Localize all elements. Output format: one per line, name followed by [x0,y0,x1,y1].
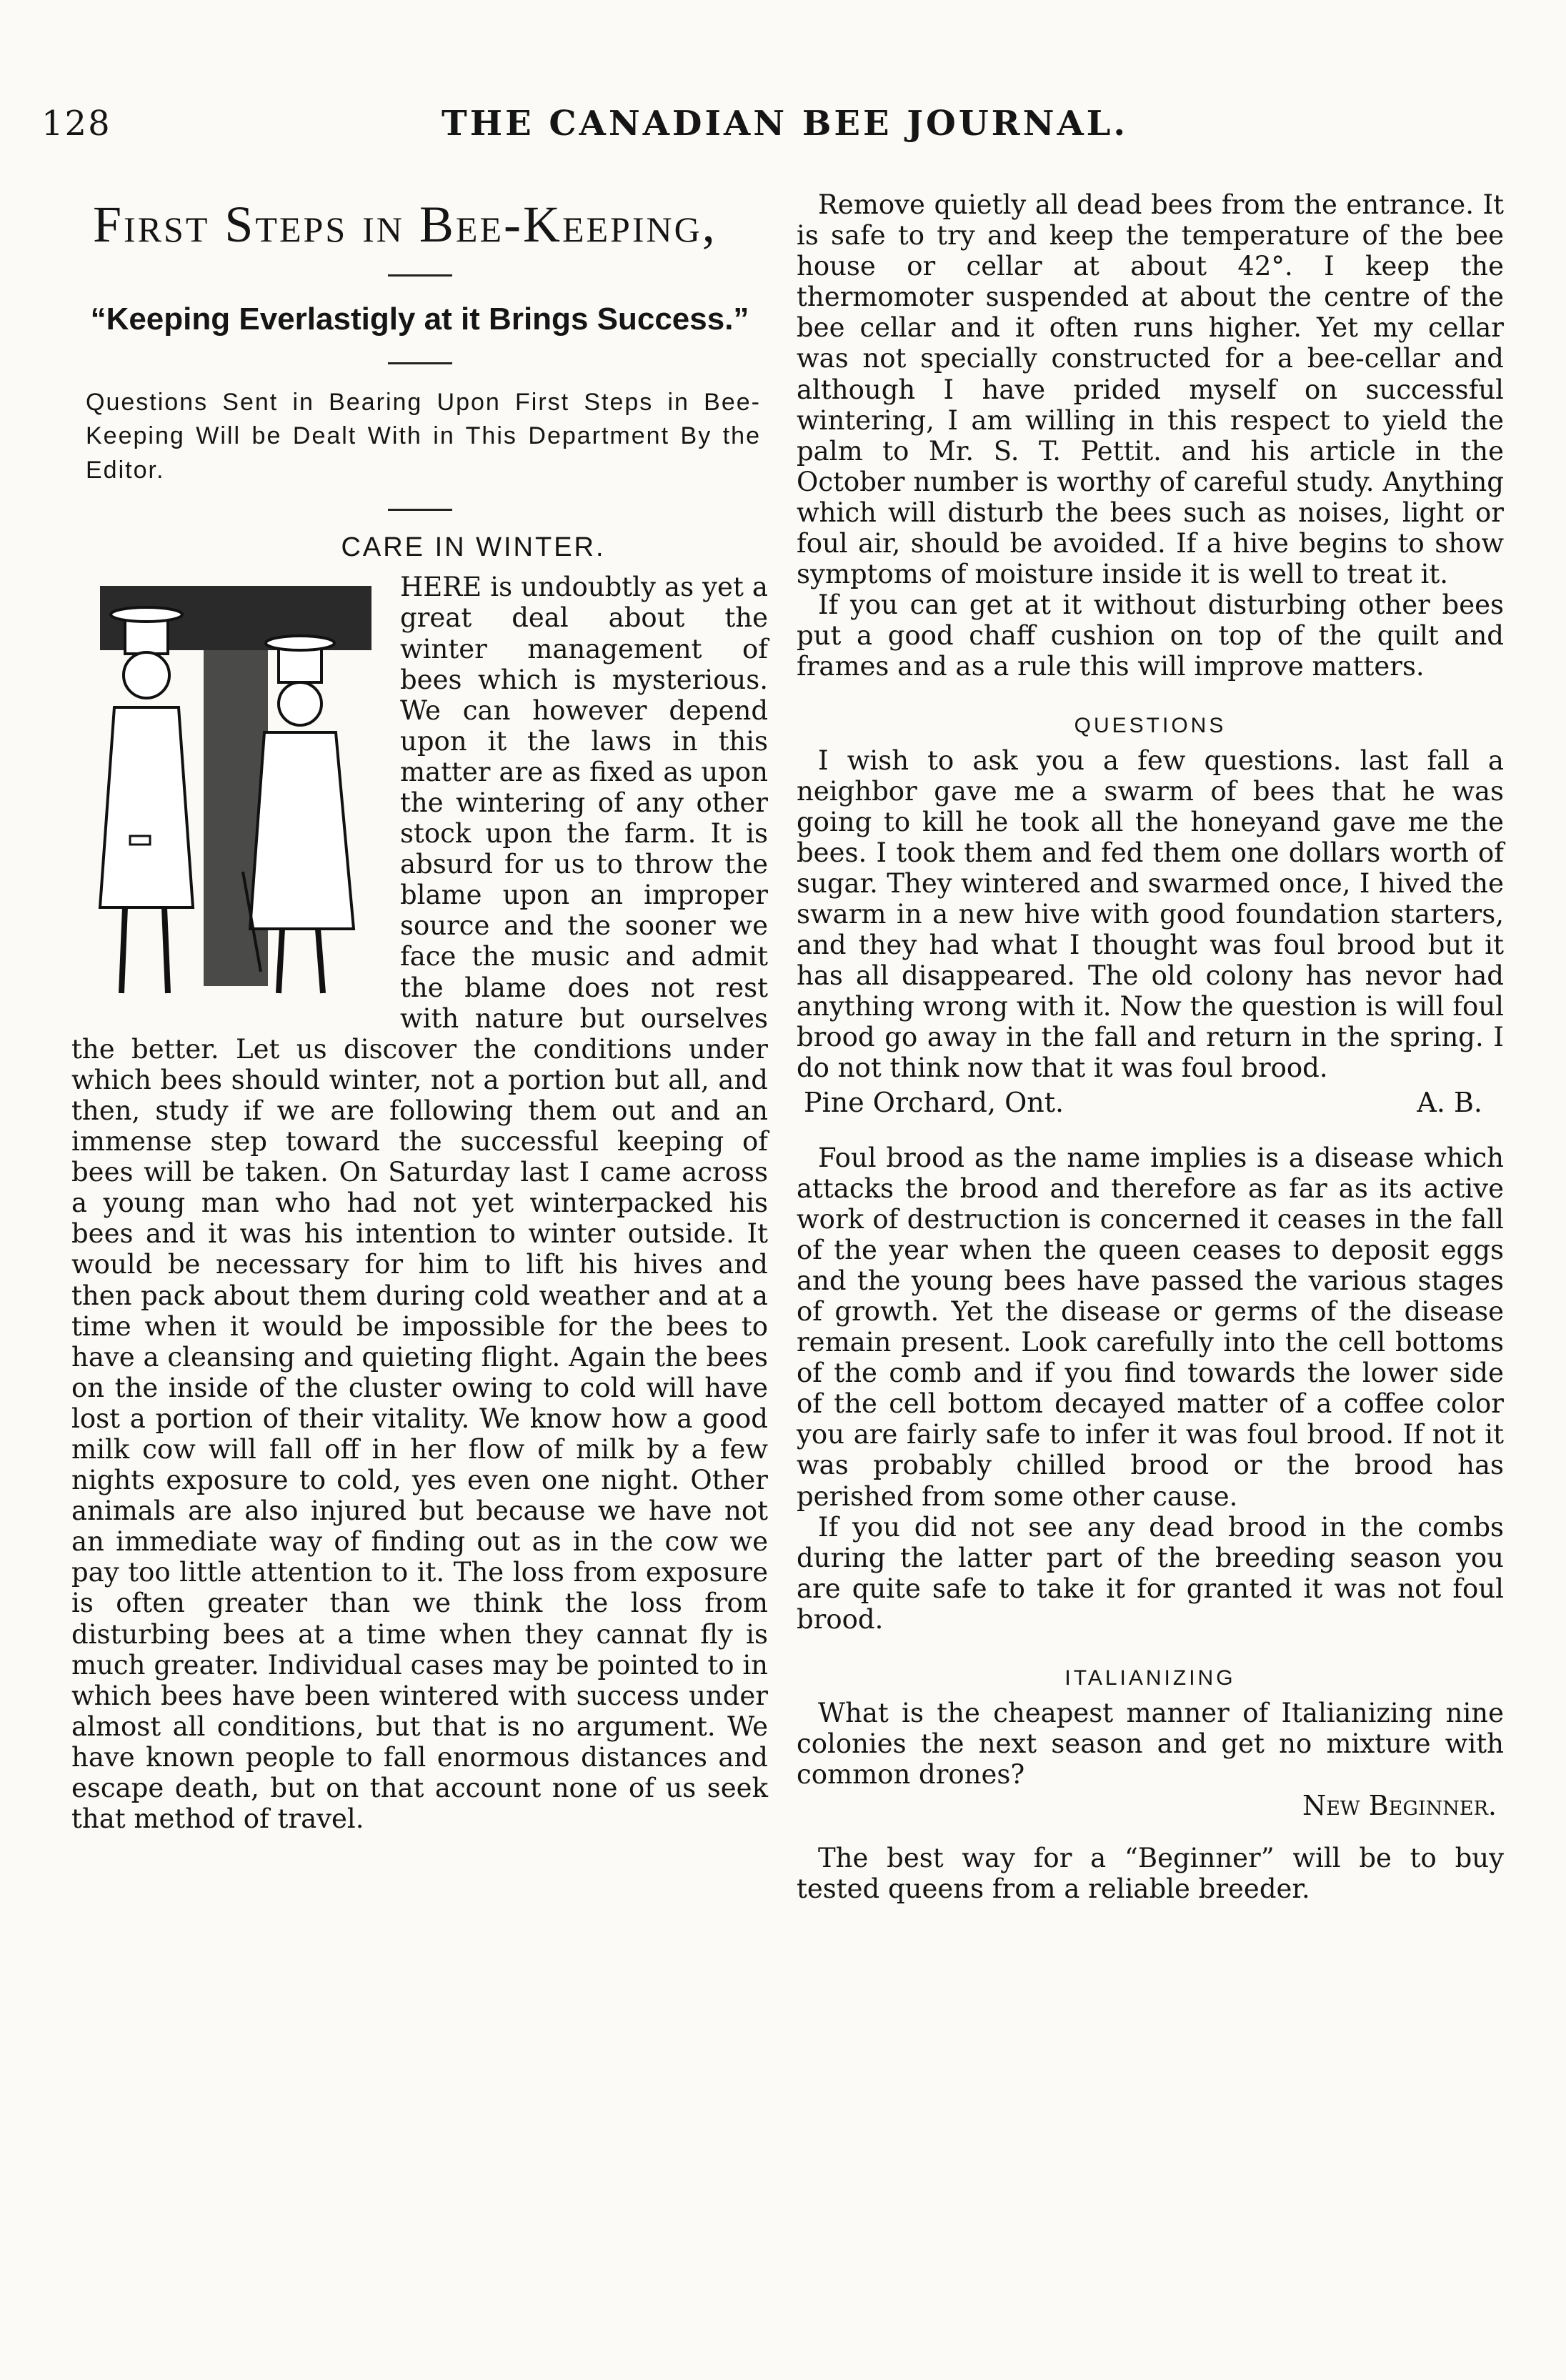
left-column [71,189,768,1834]
paragraph: I wish to ask you a few questions. last fall a neighbor gave me a swarm of bees that he was going to kill he took all the honeyand gave me the bees. I took them and fed them one dollars worth of sugar. They wintered and swarmed once, I hived the swarm in a new hive with good foundation starters, and they had what I thought was foul brood but it has all disappeared. The old colony has nevor had anything wrong with it. Now the question is will foul brood go away in the fall and return in the spring. I do not think now that it was foul brood. [797,745,1504,1084]
paragraph: Foul brood as the name implies is a disease which attacks the brood and therefore as far as its active work of destruction is concerned it ceases in the fall of the year when the queen ceases to deposit eggs and the young bees have passed the various stages of growth. Yet the disease or germs of the disease remain present. Look carefully into the cell bottoms of the comb and if you find towards the lower side of the cell bottom decayed matter of a coffee color you are fairly safe to infer it was foul brood. If not it was probably chilled brood or the brood has perished from some other cause. [797,1142,1504,1512]
paragraph: If you did not see any dead brood in the combs during the latter part of the breeding season you are quite safe to take it for granted it was not foul brood. [797,1511,1504,1635]
article-title: First Steps in Bee-Keeping, [93,196,717,253]
paragraph: HERE is undoubtly as yet a great deal about the winter management of bees which is mysterious. We can however depend upon it the laws in this matter are as fixed as upon the wintering of any other stock upon the farm. It is absurd for us to throw the blame upon an improper source and the sooner we face the music and admit the blame does not rest with nature but ourselves the better. Let us discover the conditions under which bees should winter, not a portion but all, and then, study if we are following them out and an immense step toward the successful keeping of bees will be taken. On Saturday last I came across a young man who had not yet winterpacked his bees and it was his intention to winter outside. It would be necessary for him to lift his hives and then pack about them during cold weather and at a time when it would be impossible for the bees to have a cleansing and quieting flight. Again the bees on the inside of the cluster owing to cold will have lost a portion of their vitality. We know how a good milk cow will fall off in her flow of milk by a few nights exposure to cold, yes even one night. Other animals are also injured but because we have not an immediate way of finding out as in the cow we pay too little attention to it. The loss from exposure is often greater than we think the loss from disturbing bees at a time when they cannat fly is much greater. Individual cases may be pointed to in which bees have been wintered with success under almost all conditions, but that is no argument. We have known people to fall enormous distances and escape death, but on that account none of us seek that method of travel. [71,572,768,1835]
page-header [41,96,1156,154]
page-number: 128 [41,104,111,144]
section-heading-questions: QUESTIONS [1074,713,1227,737]
divider [388,362,452,364]
two-gentlemen-illustration [71,572,386,1007]
care-in-winter-body [71,572,768,1834]
signature-place: Pine Orchard, Ont. [804,1086,1064,1118]
divider [388,509,452,511]
article-subtitle: “Keeping Everlastigly at it Brings Success.” [90,302,749,337]
paragraph: Remove quietly all dead bees from the entrance. It is safe to try and keep the temperature of the bee house or cellar at about 42°. I keep the thermomoter suspended at about the centre of the bee cellar and it often runs higher. Yet my cellar was not specially constructed for a bee-cellar and although I have prided myself on successful wintering, I am willing in this respect to yield the palm to Mr. S. T. Pettit. and his article in the October number is worthy of careful study. Anything which will disturb the bees such as noises, light or foul air, should be avoided. If a hive begins to show symptoms of moisture inside it is well to treat it. [797,189,1504,590]
paragraph: If you can get at it without disturbing other bees put a good chaff cushion on top of the quilt and frames and as a rule this will improve matters. [797,589,1504,682]
section-heading-italianizing: ITALIANIZING [1064,1666,1236,1691]
signature-new-beginner: New Beginner. [1302,1790,1497,1822]
department-note: Questions Sent in Bearing Upon First Steps in Bee-Keeping Will be Dealt With in This Department By the Editor. [86,388,761,484]
paragraph: What is the cheapest manner of Italianizing nine colonies the next season and get no mixture with common drones? [797,1698,1504,1791]
journal-title: THE CANADIAN BEE JOURNAL. [442,104,1129,144]
divider [388,274,452,277]
paragraph: The best way for a “Beginner” will be to buy tested queens from a reliable breeder. [797,1843,1504,1905]
section-heading-care: CARE IN WINTER. [341,532,606,563]
right-column [797,189,1504,1905]
signature-line [804,1087,1482,1118]
signature-initials: A. B. [1417,1086,1482,1118]
